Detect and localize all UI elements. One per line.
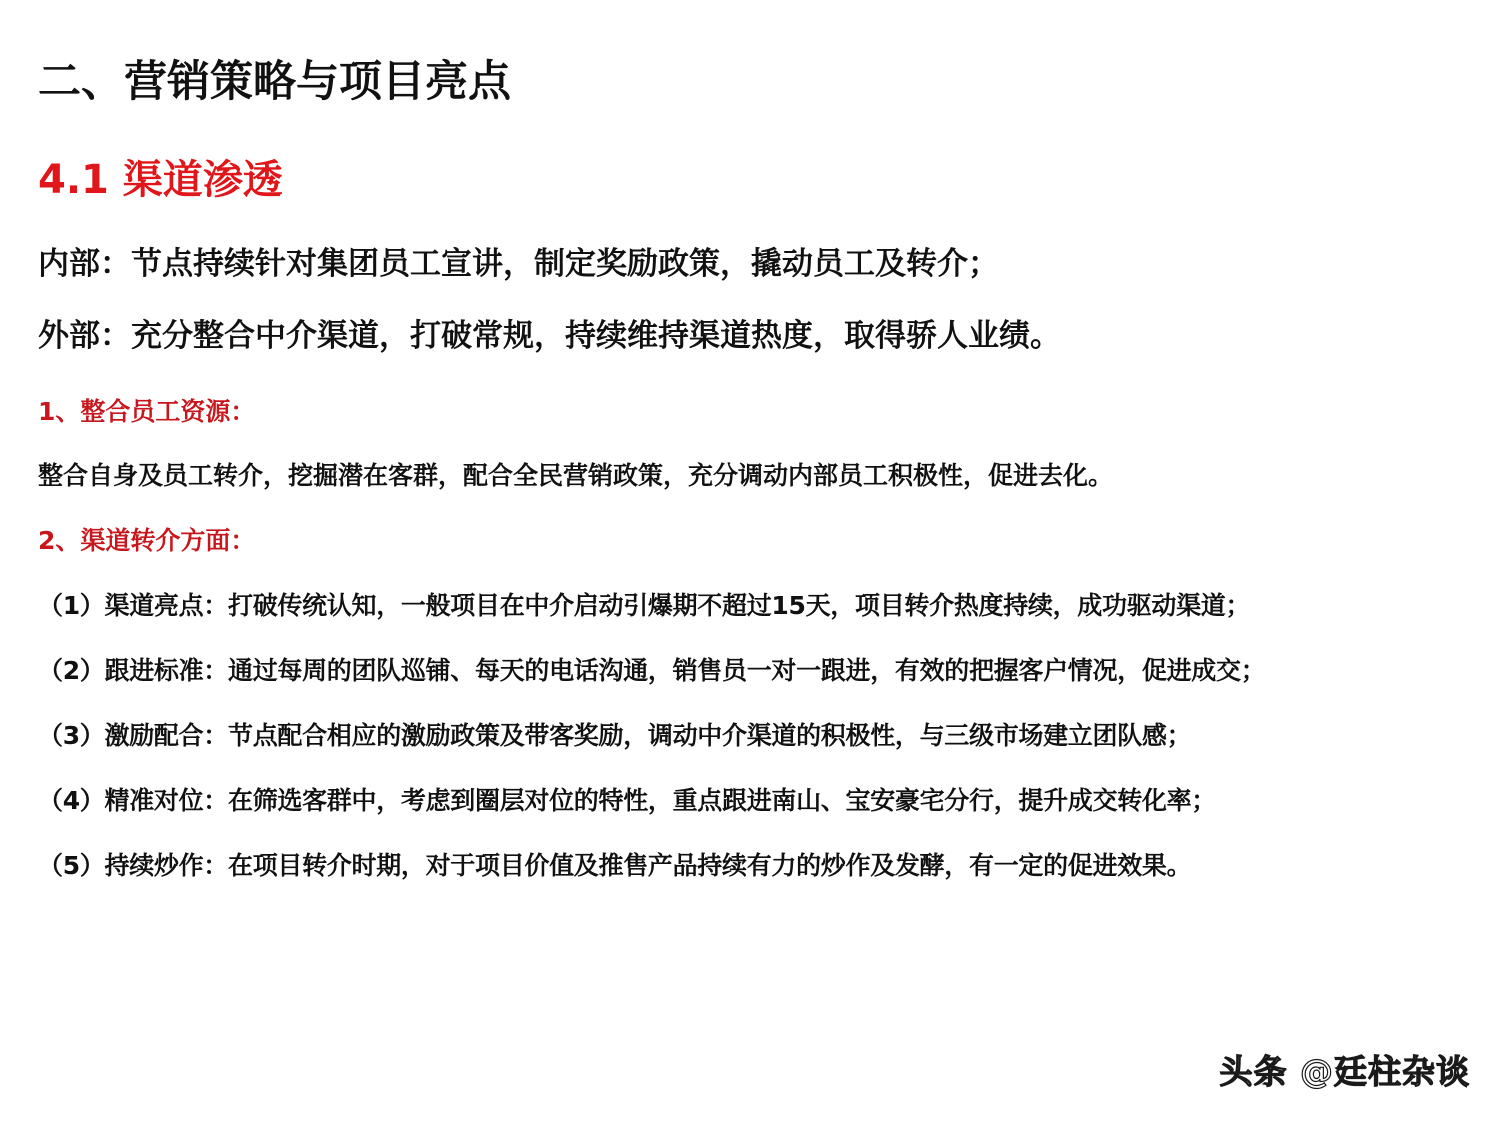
subsection-heading-channel: 2、渠道转介方面： [38, 526, 256, 555]
list-item: （5）持续炒作：在项目转介时期，对于项目价值及推售产品持续有力的炒作及发酵，有一定的促进效果。 [38, 851, 1192, 880]
list-item: （3）激励配合：节点配合相应的激励政策及带客奖励，调动中介渠道的积极性，与三级市场建立团队感； [38, 721, 1192, 750]
intro-internal: 内部：节点持续针对集团员工宣讲，制定奖励政策，撬动员工及转介； [38, 246, 999, 282]
section-title: 4.1 渠道渗透 [38, 157, 283, 203]
list-item: （1）渠道亮点：打破传统认知，一般项目在中介启动引爆期不超过15天，项目转介热度持续，成功驱动渠道； [38, 591, 1251, 620]
page-title: 二、营销策略与项目亮点 [38, 57, 511, 107]
subsection-body-staff: 整合自身及员工转介，挖掘潜在客群，配合全民营销政策，充分调动内部员工积极性，促进去化。 [38, 461, 1114, 490]
watermark: 头条 @廷柱杂谈 [1219, 1052, 1470, 1091]
list-item: （2）跟进标准：通过每周的团队巡铺、每天的电话沟通，销售员一对一跟进，有效的把握客户情况，促进成交； [38, 656, 1266, 685]
intro-external: 外部：充分整合中介渠道，打破常规，持续维持渠道热度，取得骄人业绩。 [38, 318, 1061, 354]
list-item: （4）精准对位：在筛选客群中，考虑到圈层对位的特性，重点跟进南山、宝安豪宅分行，提升成交转化率； [38, 786, 1216, 815]
subsection-heading-staff: 1、整合员工资源： [38, 397, 256, 426]
